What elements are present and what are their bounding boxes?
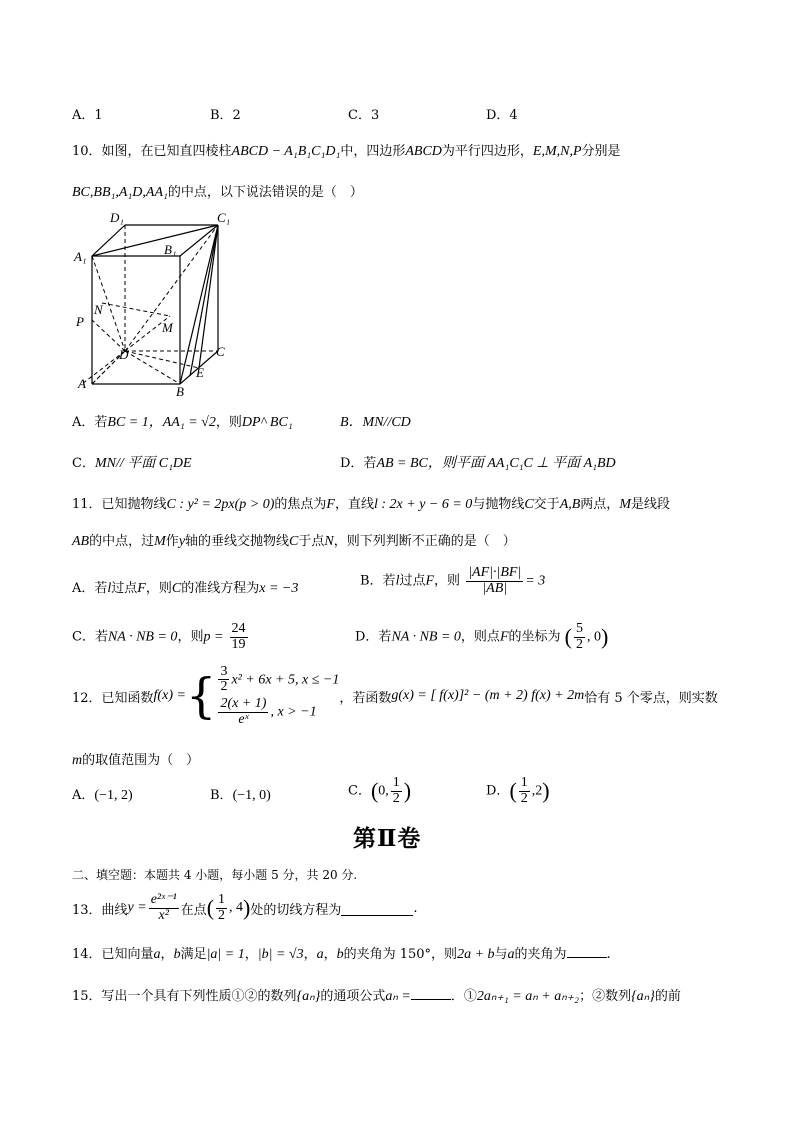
q12-opt-text: C． xyxy=(348,783,371,799)
label-b1: B₁ xyxy=(164,242,177,257)
q10-quad: ABCD xyxy=(405,144,442,159)
q12-stem-line1 xyxy=(72,664,718,728)
q11-opt-eq: = 3 xyxy=(525,573,546,589)
q15-stem xyxy=(72,985,681,1005)
q10-opt-text: ，则 xyxy=(215,415,242,430)
q10-option-b xyxy=(340,411,411,431)
q9-option-d: D．4 xyxy=(486,108,518,123)
q13-stem xyxy=(72,888,418,928)
q11-opt-text: 的准线方程为 xyxy=(181,581,260,596)
q9-option-a: A．1 xyxy=(72,108,103,123)
q14-text: 14．已知向量 xyxy=(72,947,154,962)
q11-opt-text: ，则 xyxy=(177,629,204,645)
q11-text: 11．已知抛物线 xyxy=(72,497,167,512)
fraction-numerator: |AF|·|BF| xyxy=(468,565,522,580)
q14-cond: |b| = √3 xyxy=(257,947,304,962)
q14-text: ， xyxy=(160,947,174,962)
q14-vector-b: b xyxy=(173,947,181,962)
q15-prop1-eq: 2aₙ₊₁ = aₙ + aₙ₊₂ xyxy=(476,989,580,1004)
q11-var: A,B xyxy=(559,497,581,512)
q11-opt-text: ，则 xyxy=(145,581,172,596)
q14-text: 的夹角为 xyxy=(514,947,567,962)
fraction-denominator: 2 xyxy=(520,790,528,806)
q11-text: ，直线 xyxy=(334,497,374,512)
q13-end: . xyxy=(413,900,418,916)
q11-opt-text: 过点 xyxy=(111,581,138,596)
q9-option-c: C．3 xyxy=(348,108,380,123)
fraction-denominator: 2 xyxy=(220,679,228,695)
q11-text: 的中点，过 xyxy=(89,534,155,549)
q10-opt-text: A．若 xyxy=(72,415,108,430)
q14-end: . xyxy=(606,947,611,962)
piecewise-case-1 xyxy=(216,665,339,695)
q11-text: 与抛物线 xyxy=(472,497,525,512)
part2-header: 二、填空题：本题共 4 小题，每小题 5 分，共 20 分. xyxy=(72,868,358,882)
q11-text: 轴的垂线交抛物线 xyxy=(185,534,290,549)
fraction-denominator: 2 xyxy=(392,790,400,806)
piecewise-cases xyxy=(216,665,339,728)
q10-opt-concl: DP^ BC₁ xyxy=(241,415,293,430)
case2-expr: , x > −1 xyxy=(270,704,317,720)
fraction-numerator: 1 xyxy=(392,775,400,790)
q12-text: 恰有 5 个零点，则实数 xyxy=(584,690,718,706)
label-c: C xyxy=(216,344,225,359)
q10-option-d xyxy=(340,452,616,472)
q10-option-a xyxy=(72,411,293,431)
q11-text: 作 xyxy=(165,534,179,549)
q10-text: 为平行四边形， xyxy=(441,144,533,159)
q10-prism: ABCD − A₁B₁C₁D₁ xyxy=(231,144,341,159)
q12-opt-c-fraction xyxy=(391,776,402,806)
q11-option-c xyxy=(72,622,250,652)
q14-expr: 2a + b xyxy=(457,947,495,962)
q11-var: F xyxy=(425,573,435,589)
q14-text: ， xyxy=(323,947,337,962)
q12-fx: f(x) = xyxy=(153,688,186,703)
q10-option-c xyxy=(72,452,192,472)
q11-var: F xyxy=(499,629,509,645)
q10-points: E,M,N,P xyxy=(532,144,582,159)
zero: 0, xyxy=(378,783,389,799)
q12-option-d xyxy=(486,776,550,806)
q14-text: ， xyxy=(244,947,258,962)
fraction-numerator: 24 xyxy=(231,621,246,636)
right-paren: ) xyxy=(542,778,550,804)
q14-text: 的夹角为 150°，则 xyxy=(343,947,458,962)
q12-opt-d-fraction xyxy=(519,776,530,806)
fraction-denominator: |AB| xyxy=(482,580,508,596)
left-paren: ( xyxy=(206,895,215,920)
q11-opt-b-fraction xyxy=(466,566,523,596)
q12-option-b xyxy=(210,784,271,804)
left-paren: ( xyxy=(370,778,379,804)
q12-text: 12．已知函数 xyxy=(72,690,154,706)
q15-seq: {aₙ} xyxy=(296,989,321,1004)
q11-var-c: C xyxy=(289,534,299,549)
q12-option-c xyxy=(348,776,411,806)
q11-vector-eq: NA · NB = 0 xyxy=(391,629,461,645)
q15-seq: {aₙ} xyxy=(631,989,655,1004)
q12-text: 的取值范围为（ ） xyxy=(82,753,200,768)
q10-opt-text: D．若 xyxy=(340,456,377,471)
q11-stem-line1 xyxy=(72,493,670,513)
q14-vector-a: a xyxy=(316,947,324,962)
q14-text: 与 xyxy=(494,947,508,962)
right-paren: ) xyxy=(600,624,609,650)
fraction-denominator: 19 xyxy=(231,636,246,652)
q11-var-c: C xyxy=(171,581,182,596)
q11-var-c: C xyxy=(524,497,534,512)
fraction-numerator: 1 xyxy=(218,891,226,907)
q12-opt-b-value: (−1, 0) xyxy=(232,788,271,803)
q13-text: 在点 xyxy=(180,902,207,918)
q11-coord-tail: , 0 xyxy=(586,629,601,645)
label-a1: A₁ xyxy=(74,249,87,264)
q11-var: F xyxy=(326,497,335,512)
q14-text: ， xyxy=(303,947,317,962)
label-p: P xyxy=(76,314,84,329)
q11-opt-text: ，则 xyxy=(434,573,461,589)
q11-stem-line2 xyxy=(72,530,516,550)
q11-option-d xyxy=(355,622,608,652)
label-n: N xyxy=(94,302,103,317)
q14-text: 满足 xyxy=(180,947,207,962)
q15-text: ；②数列 xyxy=(579,989,632,1004)
q13-y: y = xyxy=(127,900,147,915)
q13-text: 处的切线方程为 xyxy=(250,902,342,918)
q13-point-tail: , 4 xyxy=(229,900,244,915)
fraction-numerator: 5 xyxy=(575,621,583,636)
q10-stem-line1 xyxy=(72,140,621,160)
two: ,2 xyxy=(531,783,543,799)
q10-segs: BC,BB₁,A₁D,AA₁ xyxy=(72,185,168,200)
q11-opt-eq: x = −3 xyxy=(259,581,299,596)
fraction-denominator: x² xyxy=(158,907,169,923)
q11-opt-text: 的坐标为 xyxy=(508,629,561,645)
q11-var-y: y xyxy=(178,534,186,549)
q14-cond: |a| = 1 xyxy=(206,947,245,962)
right-paren: ) xyxy=(403,778,412,804)
q13-point-fraction xyxy=(216,893,227,923)
fraction-denominator: 2 xyxy=(218,907,226,923)
q11-opt-c-fraction xyxy=(230,622,248,652)
piecewise-brace: { xyxy=(185,668,217,724)
q12-opt-text: B． xyxy=(210,788,233,803)
right-paren: ) xyxy=(243,895,251,920)
label-b: B xyxy=(176,384,184,398)
q11-var: l xyxy=(395,573,400,589)
q10-prism-figure xyxy=(72,208,242,398)
q11-opt-text: 过点 xyxy=(399,573,426,589)
case1-fraction xyxy=(218,665,229,695)
q13-text: 13．曲线 xyxy=(72,902,128,918)
q11-opt-text: C．若 xyxy=(72,629,108,645)
q12-text: ，若函数 xyxy=(339,690,392,706)
q12-gx: g(x) = [ f(x)]² − (m + 2) f(x) + 2m xyxy=(391,688,585,703)
q11-vector-eq: NA · NB = 0 xyxy=(107,629,178,645)
q12-opt-text: A． xyxy=(72,788,95,803)
q10-opt-d-body: AB = BC，则平面 AA₁C₁C ⊥ 平面 A₁BD xyxy=(376,456,616,471)
q14-vector-b: b xyxy=(336,947,344,962)
q13-fraction xyxy=(149,893,179,923)
q10-text: 10．如图，在已知直四棱柱 xyxy=(72,144,232,159)
piecewise-case-2 xyxy=(216,697,339,727)
fraction-numerator: 1 xyxy=(520,775,528,790)
label-d: D xyxy=(119,347,129,362)
fraction-numerator: e²ˣ⁻¹ xyxy=(150,891,177,907)
q10-opt-b-text: B．MN//CD xyxy=(340,415,411,430)
q15-an: aₙ = xyxy=(385,989,411,1004)
q11-opt-text: B．若 xyxy=(360,573,396,589)
fraction-denominator: eˣ xyxy=(238,711,249,727)
label-d1: D₁ xyxy=(110,210,124,225)
left-paren: ( xyxy=(509,778,517,804)
q11-text: ，则下列判断不正确的是（ ） xyxy=(333,534,516,549)
q11-var: p = xyxy=(203,629,224,645)
q15-end: ． xyxy=(450,989,464,1004)
q14-stem xyxy=(72,943,611,963)
fraction-denominator: 2 xyxy=(575,636,583,652)
q11-var-m: M xyxy=(154,534,166,549)
q11-var: F xyxy=(137,581,146,596)
q11-text: 两点， xyxy=(580,497,620,512)
q11-opt-text: A．若 xyxy=(72,581,108,596)
q11-option-a xyxy=(72,577,298,597)
case2-fraction xyxy=(218,697,268,727)
q13-answer-blank[interactable] xyxy=(341,901,413,916)
label-m: M xyxy=(162,320,173,335)
q12-option-a xyxy=(72,784,133,804)
q11-text: 于点 xyxy=(298,534,325,549)
q14-vector-a: a xyxy=(153,947,161,962)
label-e: E xyxy=(196,365,204,380)
q11-opt-d-fraction xyxy=(574,622,585,652)
label-a: A xyxy=(78,376,86,391)
q11-opt-text: ，则点 xyxy=(460,629,500,645)
q10-opt-cond: BC = 1，AA₁ = √2 xyxy=(107,415,216,430)
q11-text: 交于 xyxy=(533,497,560,512)
label-c1: C₁ xyxy=(217,210,231,225)
q14-vector-a: a xyxy=(507,947,515,962)
q11-text: 是线段 xyxy=(630,497,670,512)
q12-var-m: m xyxy=(72,753,83,768)
q11-option-b xyxy=(360,566,545,596)
q12-stem-line2 xyxy=(72,749,199,769)
q11-var: l xyxy=(107,581,112,596)
fraction-numerator: 2(x + 1) xyxy=(220,696,267,711)
q10-opt-c-body: MN// 平面 C₁DE xyxy=(94,456,192,471)
q12-opt-text: D． xyxy=(486,783,510,799)
q11-var-n: N xyxy=(324,534,334,549)
q9-option-b: B．2 xyxy=(210,108,241,123)
q11-var-m: M xyxy=(619,497,631,512)
q15-text: 的通项公式 xyxy=(320,989,386,1004)
section-title: 第Ⅱ卷 xyxy=(353,825,422,852)
q11-parabola: C : y² = 2px(p > 0) xyxy=(166,497,275,512)
q10-opt-text: C． xyxy=(72,456,95,471)
q14-answer-blank[interactable] xyxy=(567,945,607,958)
q11-opt-text: D．若 xyxy=(355,629,392,645)
q11-line: l : 2x + y − 6 = 0 xyxy=(373,497,473,512)
q15-prop1: ① xyxy=(463,989,477,1004)
q11-text: 的焦点为 xyxy=(274,497,327,512)
case1-expr: x² + 6x + 5, x ≤ −1 xyxy=(231,672,340,688)
q15-text: 15．写出一个具有下列性质①②的数列 xyxy=(72,989,297,1004)
q10-stem-line2 xyxy=(72,181,363,201)
q15-text: 的前 xyxy=(654,989,681,1004)
q15-answer-blank[interactable] xyxy=(411,987,451,1000)
left-paren: ( xyxy=(564,624,572,650)
q10-text: 中，四边形 xyxy=(340,144,406,159)
q12-opt-a-value: (−1, 2) xyxy=(94,788,133,803)
q10-text: 的中点，以下说法错误的是（ ） xyxy=(167,185,363,200)
fraction-numerator: 3 xyxy=(220,663,228,679)
q10-text: 分别是 xyxy=(581,144,621,159)
q11-var-ab: AB xyxy=(72,534,90,549)
